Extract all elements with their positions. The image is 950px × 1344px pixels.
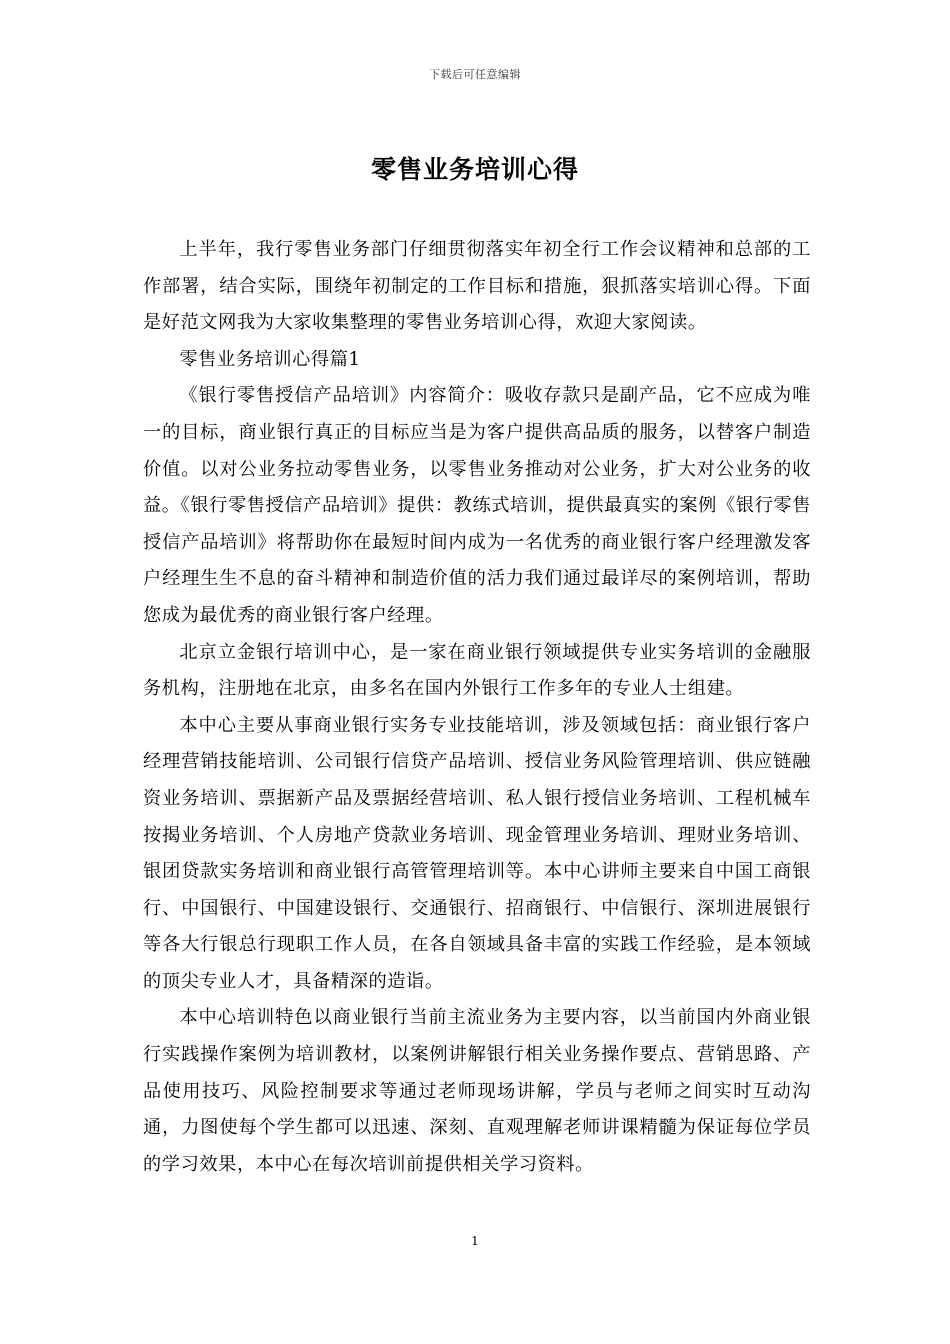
paragraph-training-center: 北京立金银行培训中心，是一家在商业银行领域提供专业实务培训的金融服务机构，注册地在北京，由多名在国内外银行工作多年的专业人士组建。 xyxy=(143,641,811,700)
header-note: 下载后可任意编辑 xyxy=(429,68,521,81)
document-title: 零售业务培训心得 xyxy=(370,155,579,184)
document-body xyxy=(143,232,811,1183)
paragraph-training-scope: 本中心主要从事商业银行实务专业技能培训，涉及领域包括：商业银行客户经理营销技能培训、公司银行信贷产品培训、授信业务风险管理培训、供应链融资业务培训、票据新产品及票据经营培训、私人银行授信业务培训、工程机械车按揭业务培训、个人房地产贷款业务培训、现金管理业务培训、理财业务培训、银团贷款实务培训和商业银行高管管理培训等。本中心讲师主要来自中国工商银行、中国银行、中国建设银行、交通银行、招商银行、中信银行、深圳进展银行等各大行银总行现职工作人员，在各自领域具备丰富的实践工作经验，是本领域的顶尖专业人才，具备精深的造诣。 xyxy=(143,714,811,992)
paragraph-intro: 上半年，我行零售业务部门仔细贯彻落实年初全行工作会议精神和总部的工作部署，结合实际，围绕年初制定的工作目标和措施，狠抓落实培训心得。下面是好范文网我为大家收集整理的零售业务培训心得，欢迎大家阅读。 xyxy=(143,239,811,334)
paragraph-training-features: 本中心培训特色以商业银行当前主流业务为主要内容，以当前国内外商业银行实践操作案例为培训教材，以案例讲解银行相关业务操作要点、营销思路、产品使用技巧、风险控制要求等通过老师现场讲解，学员与老师之间实时互动沟通，力图使每个学生都可以迅速、深刻、直观理解老师讲课精髓为保证每位学员的学习效果，本中心在每次培训前提供相关学习资料。 xyxy=(143,1007,811,1175)
page-number: 1 xyxy=(471,1234,479,1248)
section-heading: 零售业务培训心得篇1 xyxy=(179,348,361,370)
paragraph-product-training: 《银行零售授信产品培训》内容简介：吸收存款只是副产品，它不应成为唯一的目标，商业银行真正的目标应当是为客户提供高品质的服务，以替客户制造价值。以对公业务拉动零售业务，以零售业务推动对公业务，扩大对公业务的收益。《银行零售授信产品培训》提供：教练式培训，提供最真实的案例《银行零售授信产品培训》将帮助你在最短时间内成为一名优秀的商业银行客户经理激发客户经理生生不息的奋斗精神和制造价值的活力我们通过最详尽的案例培训，帮助您成为最优秀的商业银行客户经理。 xyxy=(143,385,811,626)
